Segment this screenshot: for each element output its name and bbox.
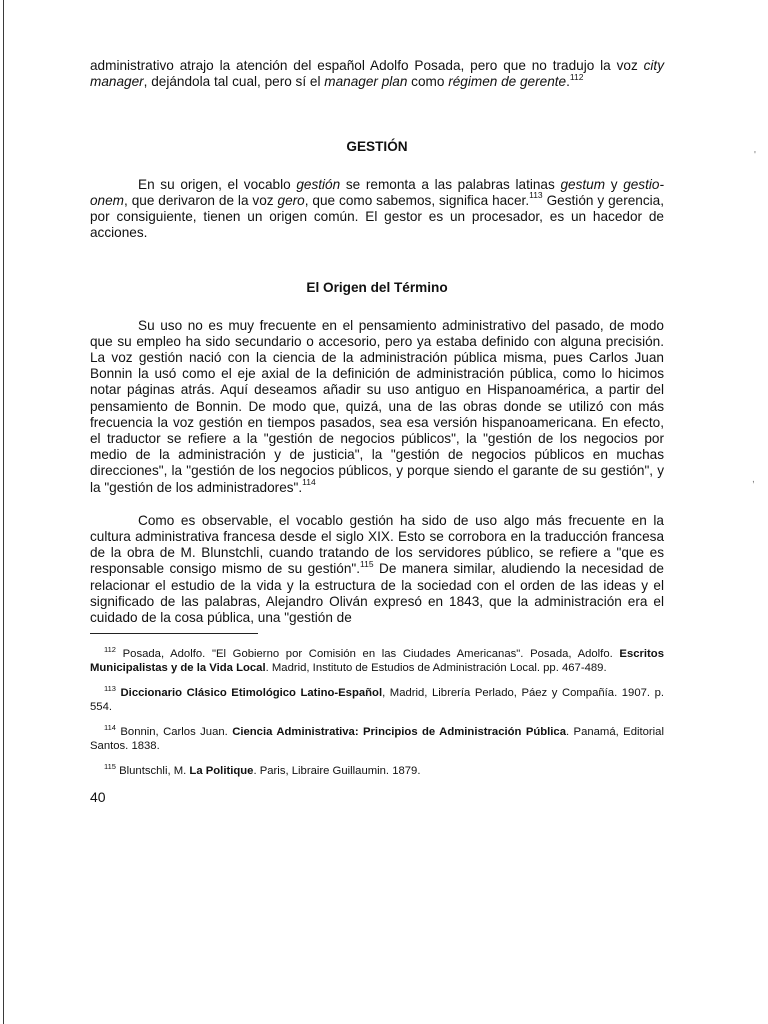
bold-title: La Politique xyxy=(189,765,254,778)
document-body xyxy=(90,58,664,805)
text-run: como xyxy=(407,74,449,90)
text-run: Gestión y gerencia, por consiguiente, tienen un origen común. El gestor es un procesador, es un hacedor de acciones. xyxy=(90,192,664,241)
footnote-number: 114 xyxy=(104,722,116,732)
text-run: , que como sabemos, significa hacer. xyxy=(304,192,530,208)
text-run: Su uso no es muy frecuente en el pensamiento administrativo del pasado, de modo que su empleo ha sido secundario o accesorio, pero ya estaba definido con alguna precisión. La voz gestión nació con la ciencia de la administración pública misma, pues Carlos Juan Bonnin la usó como el eje axial de la definición de administración pública, como lo hicimos notar páginas atrás. Aquí deseamos añadir su uso antiguo en Hispanoamérica, a partir del pensamiento de Bonnin. De modo que, quizá, una de las obras donde se utilizó con más frecuencia la voz gestión en tiempos pasados, sea esa versión hispanoamericana. En efecto, el traductor se refiere a la "gestión de negocios públicos", la "gestión de los negocios por medio de la administración y de justicia", la "gestión de negocios públicos en muchas direcciones", la "gestión de los negocios públicos, y porque siendo el garante de su gestión", y la "gestión de los administradores". xyxy=(90,317,664,495)
italic-term: gestio-onem xyxy=(90,176,664,208)
section-heading-gestion: GESTIÓN xyxy=(346,139,408,155)
scan-edge-line xyxy=(3,0,4,1024)
paragraph-observable xyxy=(90,513,664,626)
footnote-ref[interactable]: 113 xyxy=(529,190,543,201)
text-run: Bluntschli, M. xyxy=(115,765,190,778)
text-run: De manera similar, aludiendo la necesidad de relacionar el estudio de la vida y la estructura de la sociedad con el orden de las ideas y el significado de las palabras, Alejandro Oliván expresó en 1843, que la administración era el cuidado de la cosa pública, una "gestión de xyxy=(90,561,664,626)
italic-term: gero xyxy=(277,192,305,208)
text-run: administrativo atrajo la atención del español Adolfo Posada, pero que no tradujo la voz xyxy=(90,58,644,73)
text-run: Bonnin, Carlos Juan. xyxy=(115,726,233,739)
text-run: , Madrid, Librería Perlado, Páez y Compañía. 1907. p. 554. xyxy=(90,687,664,714)
text-run: se remonta a las palabras latinas xyxy=(340,176,561,192)
text-run: Posada, Adolfo. "El Gobierno por Comisión en las Ciudades Americanas". Posada, Adolfo. xyxy=(115,648,620,661)
text-run: y xyxy=(605,176,624,192)
scan-mark: , xyxy=(752,474,755,485)
footnotes xyxy=(90,644,664,778)
footnote-113 xyxy=(90,683,664,714)
footnote-ref[interactable]: 115 xyxy=(360,558,374,569)
footnote-115 xyxy=(90,761,664,778)
text-run: . Panamá, Editorial Santos. 1838. xyxy=(90,726,664,753)
italic-term: gestión xyxy=(296,176,341,192)
text-run: . Paris, Libraire Guillaumin. 1879. xyxy=(253,765,421,778)
footnote-divider xyxy=(90,633,258,634)
scan-mark: ' xyxy=(754,150,756,161)
text-run: . Madrid, Instituto de Estudios de Administración Local. pp. 467-489. xyxy=(265,662,607,675)
bold-title: Ciencia Administrativa: Principios de Administración Pública xyxy=(232,726,566,739)
footnote-number: 112 xyxy=(104,644,116,654)
intro-paragraph xyxy=(90,58,664,90)
text-run: , que derivaron de la voz xyxy=(124,192,278,208)
paragraph-origen xyxy=(90,177,664,242)
footnote-number: 115 xyxy=(104,761,116,771)
footnote-114 xyxy=(90,722,664,753)
footnote-number: 113 xyxy=(104,683,116,693)
text-run: Como es observable, el vocablo gestión ha sido de uso algo más frecuente en la cultura administrativa francesa desde el siglo XIX. Esto se corrobora en la traducción francesa de la obra de M. Blunstchli, cuando tratando de los servidores público, se refiere a "que es responsable consigo mismo de su gestión". xyxy=(90,512,664,577)
subsection-heading-origen: El Origen del Término xyxy=(306,280,448,296)
footnote-112 xyxy=(90,644,664,675)
bold-title: Diccionario Clásico Etimológico Latino-Español xyxy=(120,687,383,700)
text-run: . xyxy=(566,74,570,90)
text-run: , dejándola tal cual, pero sí el xyxy=(143,74,325,90)
paragraph-uso xyxy=(90,318,664,496)
footnote-ref[interactable]: 114 xyxy=(302,477,316,488)
footnote-ref[interactable]: 112 xyxy=(569,71,584,82)
italic-term: gestum xyxy=(560,176,606,192)
text-run: En su origen, el vocablo xyxy=(138,176,297,192)
italic-term: city manager xyxy=(90,58,664,90)
italic-term: régimen de gerente xyxy=(448,74,567,90)
italic-term: manager plan xyxy=(324,74,408,90)
bold-title: Escritos Municipalistas y de la Vida Local xyxy=(90,648,664,675)
page-number: 40 xyxy=(90,789,106,806)
